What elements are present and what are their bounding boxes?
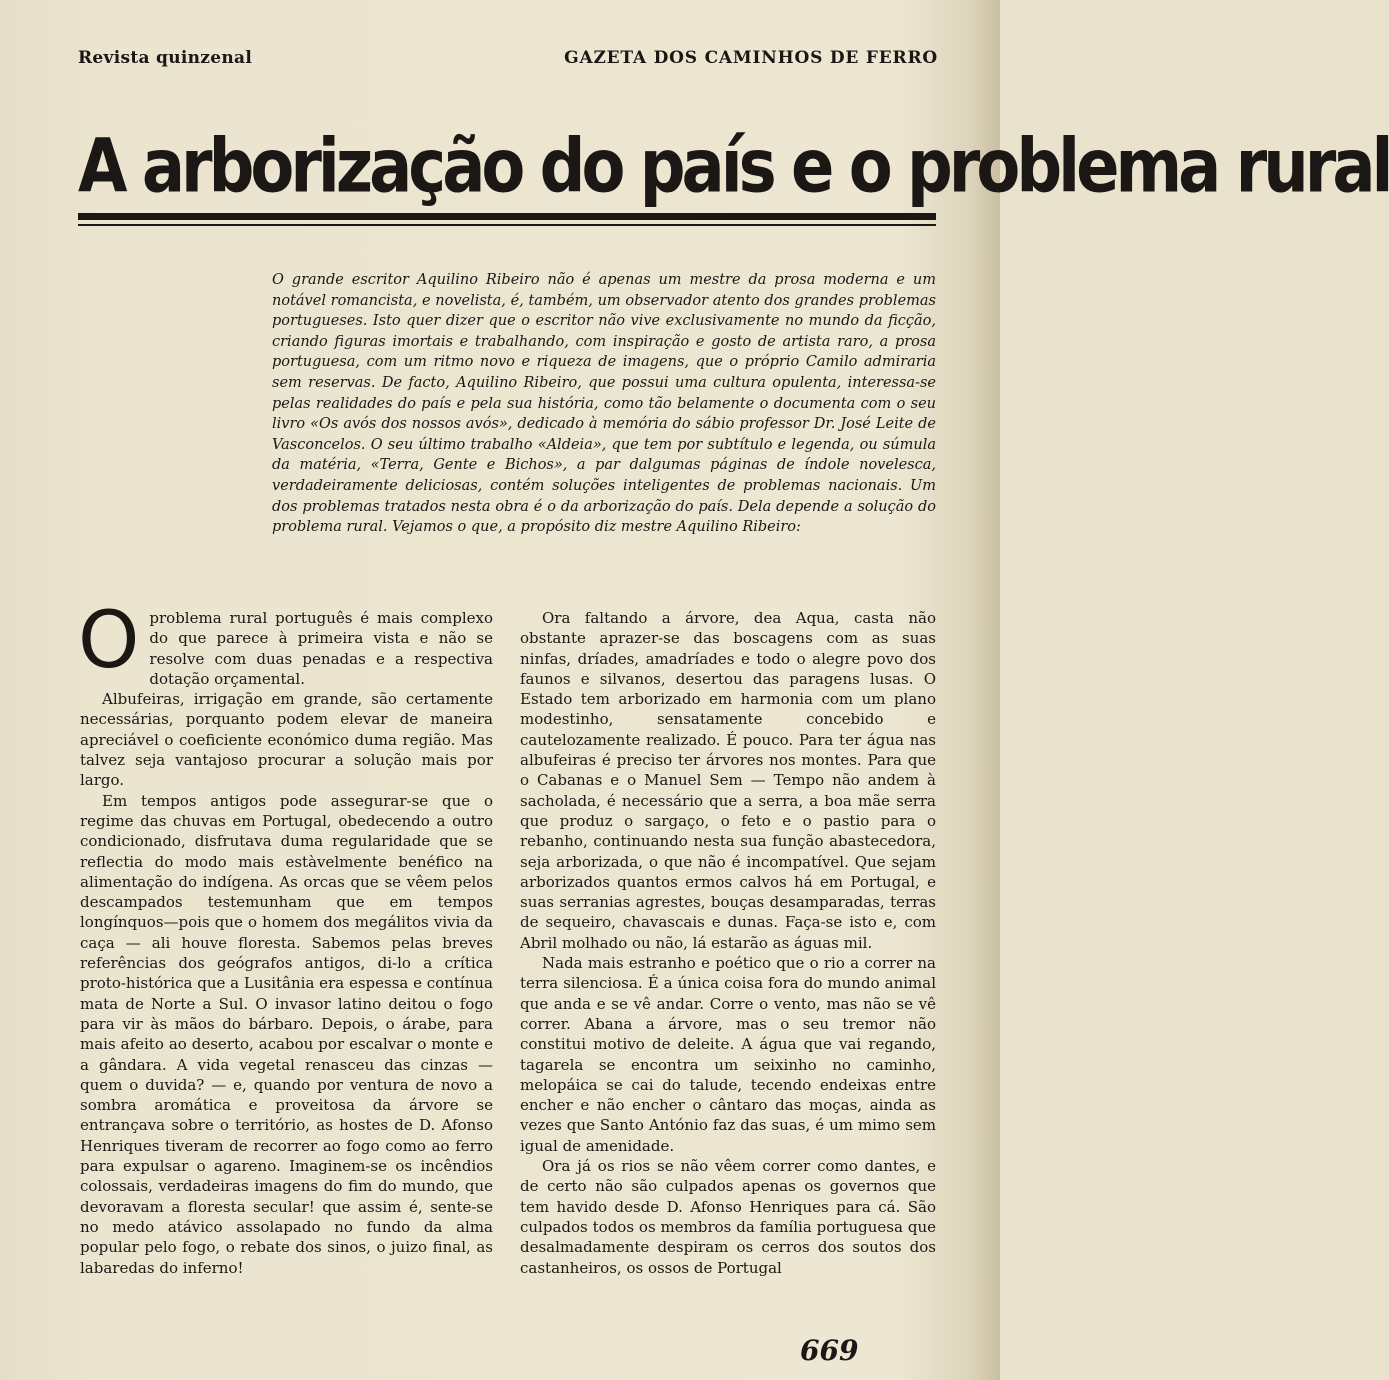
- article-paragraph: Nada mais estranho e poético que o rio a correr na terra silenciosa. É a única coisa fora do mundo animal que anda e se vê andar. Corre o vento, mas não se vê correr. Abana a árvore, mas o seu tremor não constitui motivo de deleite. A água que vai regando, tagarela se encontra um seixinho no caminho, melopáica se cai do talude, tecendo endeixas entre encher e não encher o cântaro das moças, ainda as vezes que Santo António faz das suas, é um mimo sem igual de amenidade.: [520, 954, 936, 1155]
- article-column-right: [520, 608, 936, 1278]
- running-header: [78, 48, 938, 74]
- article-paragraph: Ora faltando a árvore, dea Aqua, casta não obstante aprazer-se das boscagens com as suas ninfas, dríades, amadríades e todo o alegre povo dos faunos e silvanos, desertou das paragens lusas. O Estado tem arborizado em harmonia com um plano modestinho, sensatamente concebido e cautelozamente realizado. É pouco. Para ter água nas albufeiras é preciso ter árvores nos montes. Para que o Cabanas e o Manuel Sem — Tempo não andem à sacholada, é necessário que a serra, a boa mãe serra que produz o sargaço, o feto e o pastio para o rebanho, continuando nesta sua função abastecedora, seja arborizada, o que não é incompatível. Que sejam arborizados quantos ermos calvos há em Portugal, e suas serranias agrestes, bouças desamparadas, terras de sequeiro, chavascais e dunas. Faça-se isto e, com Abril molhado ou não, lá estarão as águas mil.: [520, 609, 936, 952]
- article-title: A arborização do país e o problema rural: [78, 124, 1389, 210]
- article-paragraph: Ora já os rios se não vêem correr como dantes, e de certo não são culpados apenas os governos que tem havido desde D. Afonso Henriques para cá. São culpados todos os membros da família portuguesa que desalmadamente despiram os cerros dos soutos dos castanheiros, os ossos de Portugal: [520, 1157, 936, 1277]
- header-journal-name: GAZETA DOS CAMINHOS DE FERRO: [564, 48, 938, 68]
- article-column-left: [78, 596, 493, 1278]
- article-intro: O grande escritor Aquilino Ribeiro não é apenas um mestre da prosa moderna e um notável romancista, e novelista, é, também, um observador atento dos grandes problemas portugueses. Isto quer dizer que o escritor não vive exclusivamente no mundo da ficção, criando figuras imortais e trabalhando, com inspiração e gosto de artista raro, a prosa portuguesa, com um ritmo novo e riqueza de imagens, que o próprio Camilo admiraria sem reservas. De facto, Aquilino Ribeiro, que possui uma cultura opulenta, interessa-se pelas realidades do país e pela sua história, como tão belamente o documenta com o seu livro «Os avós dos nossos avós», dedicado à memória do sábio professor Dr. José Leite de Vasconcelos. O seu último trabalho «Aldeia», que tem por subtítulo e legenda, ou súmula da matéria, «Terra, Gente e Bichos», a par dalgumas páginas de índole novelesca, verdadeiramente deliciosas, contém soluções inteligentes de problemas nacionais. Um dos problemas tratados nesta obra é o da arborização do país. Dela depende a solução do problema rural. Vejamos o que, a propósito diz mestre Aquilino Ribeiro:: [272, 272, 936, 536]
- article-paragraph: Em tempos antigos pode assegurar-se que o regime das chuvas em Portugal, obedecendo a outro condicionado, disfrutava duma regularidade que se reflectia do modo mais estàvelmente benéfico na alimentação do indígena. As orcas que se vêem pelos descampados testemunham que em tempos longínquos—pois que o homem dos megálitos vivia da caça — ali houve floresta. Sabemos pelas breves referências dos geógrafos antigos, di-lo a crítica proto-histórica que a Lusitânia era espessa e contínua mata de Norte a Sul. O invasor latino deitou o fogo para vir às mãos do bárbaro. Depois, o árabe, para mais afeito ao deserto, acabou por escalvar o monte e a gândara. A vida vegetal renasceu das cinzas — quem o duvida? — e, quando por ventura de novo a sombra aromática e proveitosa da árvore se entrançava sobre o território, as hostes de D. Afonso Henriques tiveram de recorrer ao fogo como ao ferro para expulsar o agareno. Imaginem-se os incêndios colossais, verdadeiras imagens do fim do mundo, que devoravam a floresta secular! que assim é, sente-se no medo atávico assolapado no fundo da alma popular pelo fogo, o rebate dos sinos, o juizo final, as labaredas do inferno!: [80, 791, 493, 1277]
- title-rule-thin: [78, 224, 936, 226]
- page-number: 669: [800, 1334, 859, 1367]
- paragraph-text: problema rural português é mais complexo do que parece à primeira vista e não se resolve com duas penadas e a respectiva dotação orçamental.: [149, 609, 493, 688]
- article-paragraph: [78, 596, 493, 689]
- drop-cap: O: [78, 596, 140, 686]
- article-paragraph: Albufeiras, irrigação em grande, são certamente necessárias, porquanto podem elevar de maneira apreciável o coeficiente económico duma região. Mas talvez seja vantajoso procurar a solução mais por largo.: [80, 690, 493, 790]
- title-rule-thick: [78, 213, 936, 220]
- header-publication-frequency: Revista quinzenal: [78, 48, 253, 68]
